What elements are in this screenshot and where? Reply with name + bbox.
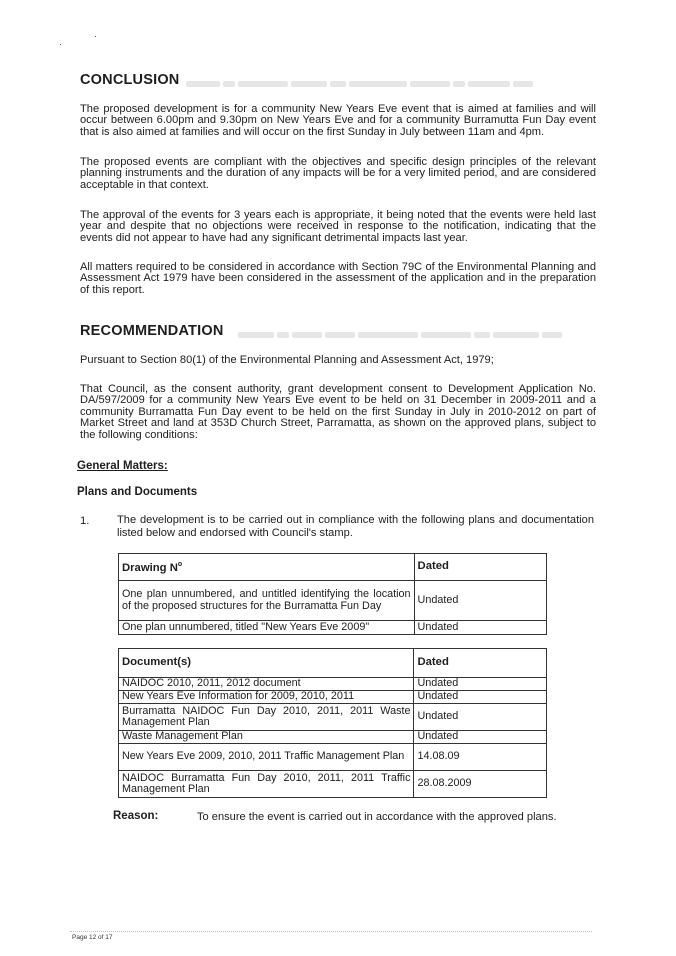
faint-bleedthrough (238, 326, 565, 335)
general-matters-heading: General Matters: (77, 460, 168, 472)
table-row (119, 621, 547, 635)
column-header-dated: Dated (414, 554, 546, 581)
table-row (119, 581, 547, 621)
table-row (119, 704, 547, 731)
drawings-table (118, 553, 547, 635)
document-description: New Years Eve 2009, 2010, 2011 Traffic Management Plan (119, 744, 414, 771)
reason-text: To ensure the event is carried out in accordance with the approved plans. (197, 811, 557, 823)
conclusion-paragraph-3: The approval of the events for 3 years each is appropriate, it being noted that the events were held last year and despite that no objections were received in response to the notification, indicating that the events did not appear to have had any significant detrimental impacts last year. (80, 209, 596, 244)
table-header-row (119, 554, 547, 581)
table-row (119, 731, 547, 744)
condition-text: The development is to be carried out in compliance with the following plans and documentation listed below and endorsed with Council's stamp. (117, 514, 594, 539)
table-header-row (119, 649, 547, 678)
plans-documents-heading: Plans and Documents (77, 486, 198, 498)
document-description: NAIDOC 2010, 2011, 2012 document (119, 678, 414, 691)
drawing-dated: Undated (414, 621, 546, 635)
page-number: Page 12 of 17 (72, 934, 113, 941)
document-dated: 14.08.09 (414, 744, 547, 771)
recommendation-intro: Pursuant to Section 80(1) of the Environmental Planning and Assessment Act, 1979; (80, 354, 494, 366)
conclusion-heading: CONCLUSION (80, 72, 180, 88)
reason-label: Reason: (113, 810, 159, 822)
document-dated: 28.08.2009 (414, 771, 547, 798)
document-dated: Undated (414, 678, 547, 691)
condition-number: 1. (80, 515, 90, 527)
table-row (119, 678, 547, 691)
column-header-drawing: Drawing $N^o$ (119, 554, 415, 581)
column-header-documents: Document(s) (119, 649, 414, 678)
drawing-dated: Undated (414, 581, 546, 621)
conclusion-paragraph-2: The proposed events are compliant with the objectives and specific design principles of the relevant planning instruments and the duration of any impacts will be for a very limited period, and are considered acceptable in that context. (80, 156, 596, 191)
document-dated: Undated (414, 704, 547, 731)
faint-bleedthrough (186, 75, 536, 84)
drawing-description: One plan unnumbered, titled "New Years Eve 2009" (119, 621, 415, 635)
drawing-description: One plan unnumbered, and untitled identifying the location of the proposed structures for the Burramatta Fun Day (119, 581, 415, 621)
document-description: NAIDOC Burramatta Fun Day 2010, 2011, 2011 Traffic Management Plan (119, 771, 414, 798)
document-description: Burramatta NAIDOC Fun Day 2010, 2011, 2011 Waste Management Plan (119, 704, 414, 731)
scan-speck (95, 36, 96, 37)
footer-rule (70, 931, 592, 932)
documents-table (118, 648, 547, 798)
scan-speck (60, 44, 61, 45)
recommendation-paragraph: That Council, as the consent authority, grant development consent to Development Application No. DA/597/2009 for a community New Years Eve event to be held on 31 December in 2009-2011 and a community Burramatta Fun Day event to be held on the first Sunday in July in 2010-2012 on part of Market Street and land at 353D Church Street, Parramatta, as shown on the approved plans, subject to the following conditions: (80, 383, 596, 441)
column-header-dated: Dated (414, 649, 547, 678)
document-description: Waste Management Plan (119, 731, 414, 744)
table-row (119, 771, 547, 798)
document-dated: Undated (414, 731, 547, 744)
recommendation-heading: RECOMMENDATION (80, 323, 224, 339)
table-row (119, 691, 547, 704)
conclusion-paragraph-4: All matters required to be considered in accordance with Section 79C of the Environmental Planning and Assessment Act 1979 have been considered in the assessment of the application and in the preparation of this report. (80, 261, 596, 296)
document-dated: Undated (414, 691, 547, 704)
document-description: New Years Eve Information for 2009, 2010, 2011 (119, 691, 414, 704)
conclusion-paragraph-1: The proposed development is for a community New Years Eve event that is aimed at families and will occur between 6.00pm and 9.30pm on New Years Eve and for a community Burramutta Fun Day event that is also aimed at families and will occur on the first Sunday in July between 11am and 4pm. (80, 103, 596, 138)
table-row (119, 744, 547, 771)
